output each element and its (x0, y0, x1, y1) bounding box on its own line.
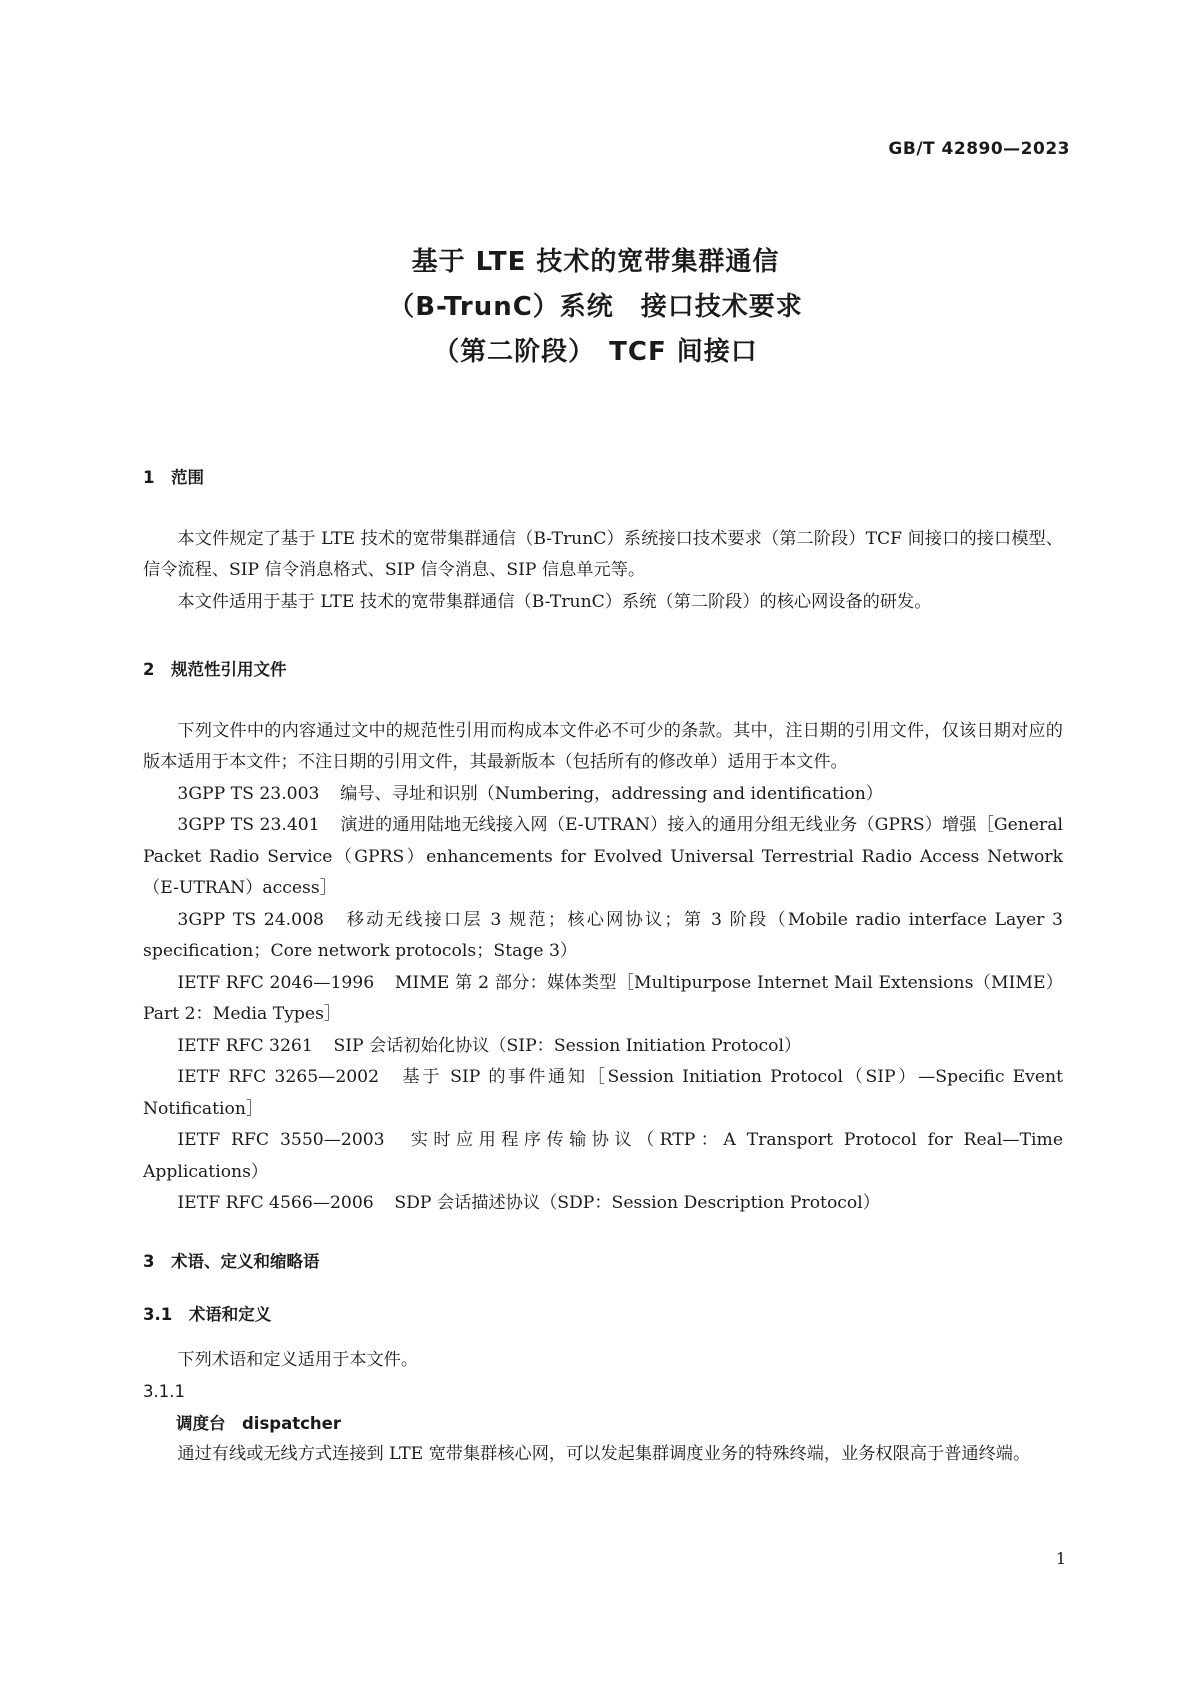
reference-code: 3GPP TS 23.003 (177, 783, 320, 804)
reference-item (143, 810, 1063, 905)
reference-item (143, 1188, 1063, 1220)
reference-code: 3GPP TS 23.401 (177, 815, 320, 835)
reference-code: IETF RFC 3550—2003 (177, 1130, 385, 1150)
document-title (0, 240, 1191, 375)
reference-item (143, 905, 1063, 968)
reference-code: 3GPP TS 24.008 (177, 909, 324, 930)
reference-item (143, 1062, 1063, 1125)
reference-text: SIP 会话初始化协议（SIP：Session Initiation Protocol） (333, 1035, 802, 1056)
section-3-1-heading: 3.1 术语和定义 (143, 1305, 272, 1324)
reference-text: 实时应用程序传输协议（RTP：A Transport Protocol for Real—Time Applications） (143, 1130, 1063, 1182)
section-3-heading: 3 术语、定义和缩略语 (143, 1251, 320, 1271)
title-line-3: （第二阶段） TCF 间接口 (433, 337, 758, 367)
term-entry: 调度台 dispatcher (176, 1413, 341, 1433)
section-1-heading: 1 范围 (143, 468, 204, 487)
page-number: 1 (1055, 1549, 1066, 1568)
reference-code: IETF RFC 3265—2002 (177, 1067, 380, 1087)
reference-text: SDP 会话描述协议（SDP：Session Description Protocol） (394, 1193, 880, 1213)
reference-item (143, 779, 1063, 811)
reference-item (143, 968, 1063, 1031)
section-2-heading: 2 规范性引用文件 (143, 660, 287, 679)
reference-code: IETF RFC 3261 (177, 1035, 313, 1056)
references-intro: 下列文件中的内容通过文中的规范性引用而构成本文件必不可少的条款。其中，注日期的引用文件，仅该日期对应的版本适用于本文件；不注日期的引用文件，其最新版本（包括所有的修改单）适用于本文件。 (143, 720, 1063, 772)
reference-text: 编号、寻址和识别（Numbering，addressing and identification） (340, 783, 883, 804)
reference-item (143, 1125, 1063, 1188)
title-line-1: 基于 LTE 技术的宽带集群通信 (411, 247, 780, 277)
document-body (143, 462, 1063, 1471)
reference-code: IETF RFC 2046—1996 (177, 972, 375, 993)
applicability-paragraph: 本文件适用于基于 LTE 技术的宽带集群通信（B-TrunC）系统（第二阶段）的核心网设备的研发。 (177, 591, 932, 612)
clause-number: 3.1.1 (143, 1382, 185, 1401)
standard-code: GB/T 42890—2023 (888, 139, 1070, 159)
terms-intro: 下列术语和定义适用于本文件。 (177, 1349, 419, 1370)
reference-text: MIME 第 2 部分：媒体类型［Multipurpose Internet Mail Extensions（MIME）Part 2：Media Types］ (143, 972, 1063, 1024)
reference-text: 移动无线接口层 3 规范；核心网协议；第 3 阶段（Mobile radio interface Layer 3 specification；Core network protocols；Stage 3） (143, 909, 1063, 961)
reference-text: 基于 SIP 的事件通知［Session Initiation Protocol（SIP）—Specific Event Notification］ (143, 1067, 1063, 1119)
term-definition: 通过有线或无线方式连接到 LTE 宽带集群核心网，可以发起集群调度业务的特殊终端，业务权限高于普通终端。 (177, 1444, 1031, 1464)
reference-item (143, 1031, 1063, 1063)
reference-text: 演进的通用陆地无线接入网（E-UTRAN）接入的通用分组无线业务（GPRS）增强［General Packet Radio Service（GPRS）enhancements for Evolved Universal Terrestrial Radio Access Network（E-UTRAN）access］ (143, 815, 1063, 898)
reference-code: IETF RFC 4566—2006 (177, 1193, 374, 1213)
title-line-2: （B-TrunC）系统 接口技术要求 (388, 292, 803, 322)
scope-paragraph: 本文件规定了基于 LTE 技术的宽带集群通信（B-TrunC）系统接口技术要求（第二阶段）TCF 间接口的接口模型、信令流程、SIP 信令消息格式、SIP 信令消息、SIP 信息单元等。 (143, 528, 1063, 580)
